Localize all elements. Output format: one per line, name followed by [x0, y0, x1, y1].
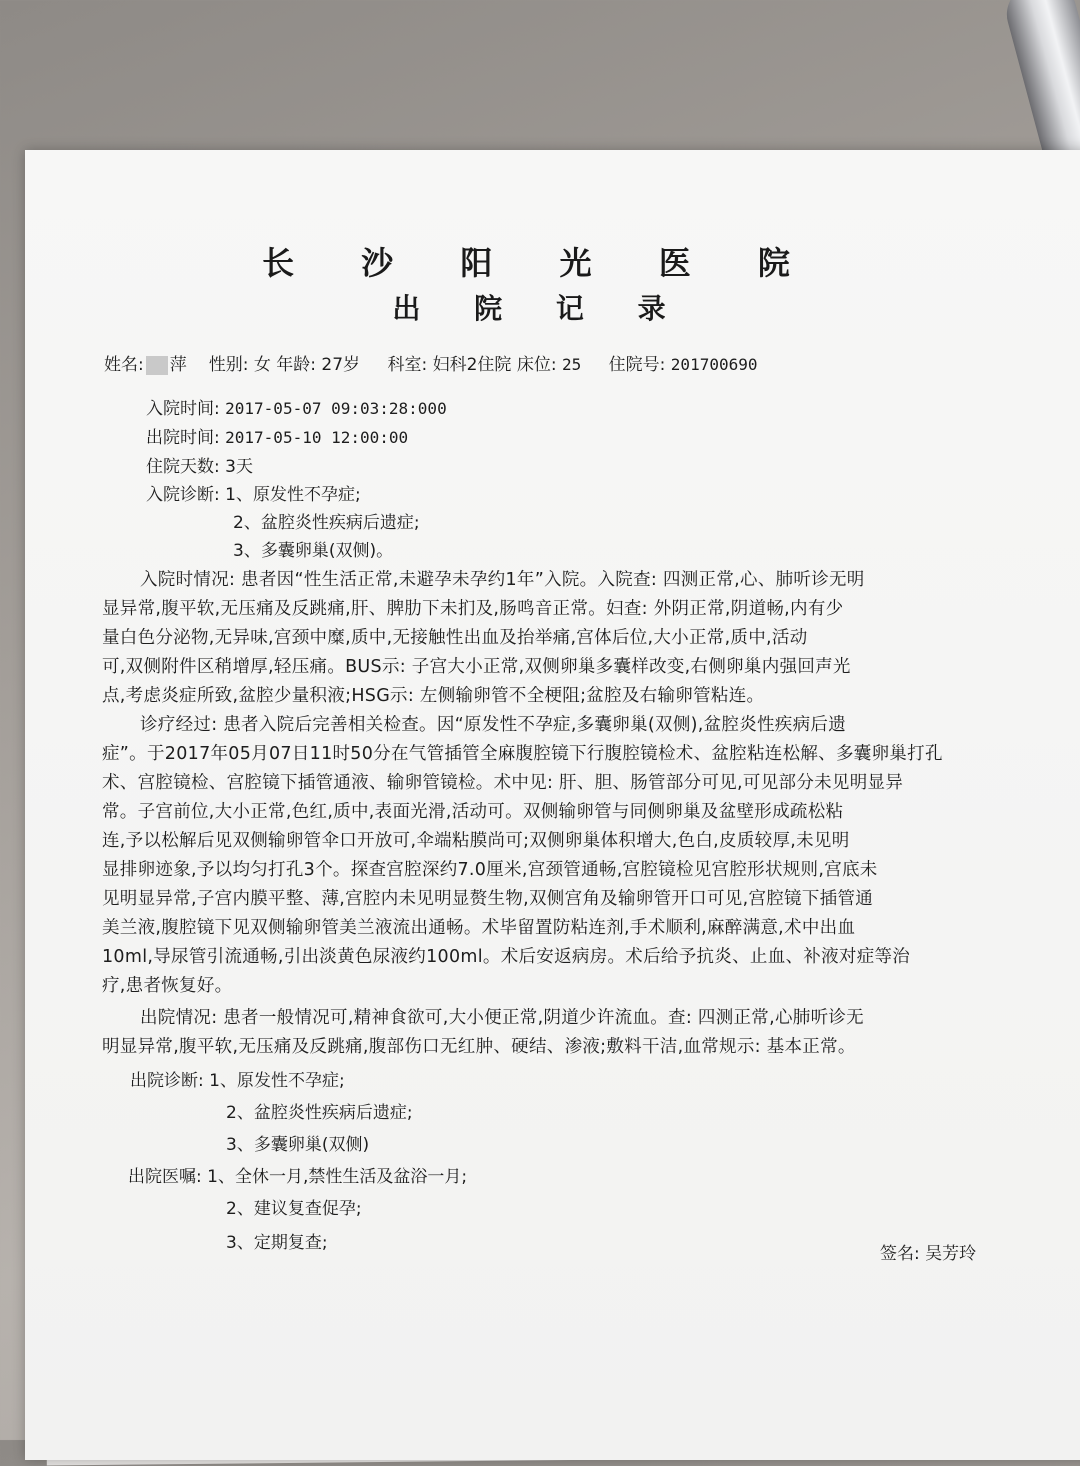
discharge-time-value: 2017-05-10 12:00:00 [225, 428, 409, 447]
gender-label: 性别: [208, 355, 249, 375]
age-value: 27岁 [321, 355, 361, 375]
inpatient-no-value: 201700690 [670, 355, 758, 374]
admission-time-value: 2017-05-07 09:03:28:000 [225, 399, 447, 418]
admission-diagnosis-item: 1、原发性不孕症; [225, 485, 361, 505]
discharge-diagnosis-item: 1、原发性不孕症; [209, 1071, 345, 1091]
admission-time-row [146, 394, 447, 419]
stay-days-label: 住院天数: [146, 457, 220, 477]
discharge-orders-label: 出院医嘱: [128, 1167, 202, 1187]
stay-days-row [146, 452, 253, 477]
admission-status-line: 入院时情况: 患者因“性生活正常,未避孕未孕约1年”入院。入院查: 四测正常,心、肺听诊无明 [140, 570, 865, 590]
name-visible: 萍 [169, 355, 187, 375]
bed-label: 床位: [516, 355, 557, 375]
admission-status-line: 显异常,腹平软,无压痛及反跳痛,肝、脾肋下未扪及,肠鸣音正常。妇查: 外阴正常,阴道畅,内有少 [102, 599, 844, 619]
discharge-order-item: 2、建议复查促孕; [226, 1199, 362, 1219]
admission-diagnosis-label: 入院诊断: [146, 485, 220, 505]
admission-status-line: 点,考虑炎症所致,盆腔少量积液;HSG示: 左侧输卵管不全梗阻;盆腔及右输卵管粘连。 [102, 686, 765, 706]
admission-diagnosis-row [146, 480, 361, 505]
admission-status-line: 可,双侧附件区稍增厚,轻压痛。BUS示: 子宫大小正常,双侧卵巢多囊样改变,右侧卵巢内强回声光 [102, 657, 851, 677]
discharge-time-row [146, 423, 408, 448]
dept-label: 科室: [387, 355, 428, 375]
discharge-diagnosis-item: 3、多囊卵巢(双侧) [226, 1135, 370, 1155]
hospital-title: 长 沙 阳 光 医 院 [262, 244, 818, 282]
signature-label: 签名: [880, 1244, 920, 1264]
admission-diagnosis-item: 3、多囊卵巢(双侧)。 [233, 541, 394, 561]
record-title: 出 院 记 录 [392, 292, 688, 325]
discharge-diagnosis-label: 出院诊断: [130, 1071, 204, 1091]
patient-info-row [104, 350, 758, 375]
dept-value: 妇科2住院 [432, 355, 512, 375]
discharge-status-line: 明显异常,腹平软,无压痛及反跳痛,腹部伤口无红肿、硬结、渗液;敷料干洁,血常规示: 基本正常。 [102, 1037, 856, 1057]
treatment-line: 见明显异常,子宫内膜平整、薄,宫腔内未见明显赘生物,双侧宫角及输卵管开口可见,宫腔镜下插管通 [102, 889, 874, 909]
discharge-diagnosis-row [130, 1066, 345, 1091]
discharge-orders-row [128, 1162, 467, 1187]
stay-days-value: 3天 [225, 457, 253, 477]
treatment-line: 术、宫腔镜检、宫腔镜下插管通液、输卵管镜检。术中见: 肝、胆、肠管部分可见,可见部分未见明显异 [102, 773, 904, 793]
admission-status-line: 量白色分泌物,无异味,宫颈中糜,质中,无接触性出血及抬举痛,宫体后位,大小正常,质中,活动 [102, 628, 808, 648]
treatment-line: 疗,患者恢复好。 [102, 976, 233, 996]
treatment-line: 美兰液,腹腔镜下见双侧输卵管美兰液流出通畅。术毕留置防粘连剂,手术顺利,麻醉满意,术中出血 [102, 918, 856, 938]
name-label: 姓名: [104, 355, 144, 375]
treatment-line: 症”。于2017年05月07日11时50分在气管插管全麻腹腔镜下行腹腔镜检术、盆腔粘连松解、多囊卵巢打孔 [102, 744, 943, 764]
redacted-name [146, 356, 168, 375]
treatment-line: 常。子宫前位,大小正常,色红,质中,表面光滑,活动可。双侧输卵管与同侧卵巢及盆壁形成疏松粘 [102, 802, 844, 822]
discharge-order-item: 3、定期复查; [226, 1233, 328, 1253]
discharge-diagnosis-item: 2、盆腔炎性疾病后遗症; [226, 1103, 413, 1123]
discharge-time-label: 出院时间: [146, 428, 220, 448]
admission-diagnosis-item: 2、盆腔炎性疾病后遗症; [233, 513, 420, 533]
discharge-status-line: 出院情况: 患者一般情况可,精神食欲可,大小便正常,阴道少许流血。查: 四测正常,心肺听诊无 [140, 1008, 864, 1028]
gender-value: 女 [253, 355, 271, 375]
treatment-line: 连,予以松解后见双侧输卵管伞口开放可,伞端粘膜尚可;双侧卵巢体积增大,色白,皮质较厚,未见明 [102, 831, 850, 851]
treatment-line: 诊疗经过: 患者入院后完善相关检查。因“原发性不孕症,多囊卵巢(双侧),盆腔炎性疾病后遗 [140, 715, 847, 735]
treatment-line: 10ml,导尿管引流通畅,引出淡黄色尿液约100ml。术后安返病房。术后给予抗炎、止血、补液对症等治 [102, 947, 911, 967]
signature-name: 吴芳玲 [925, 1244, 977, 1264]
treatment-line: 显排卵迹象,予以均匀打孔3个。探查宫腔深约7.0厘米,宫颈管通畅,宫腔镜检见宫腔形状规则,宫底未 [102, 860, 878, 880]
signature [880, 1239, 976, 1264]
bed-value: 25 [561, 355, 582, 374]
age-label: 年龄: [276, 355, 317, 375]
admission-time-label: 入院时间: [146, 399, 220, 419]
discharge-order-item: 1、全休一月,禁性生活及盆浴一月; [207, 1167, 468, 1187]
inpatient-no-label: 住院号: [608, 355, 666, 375]
